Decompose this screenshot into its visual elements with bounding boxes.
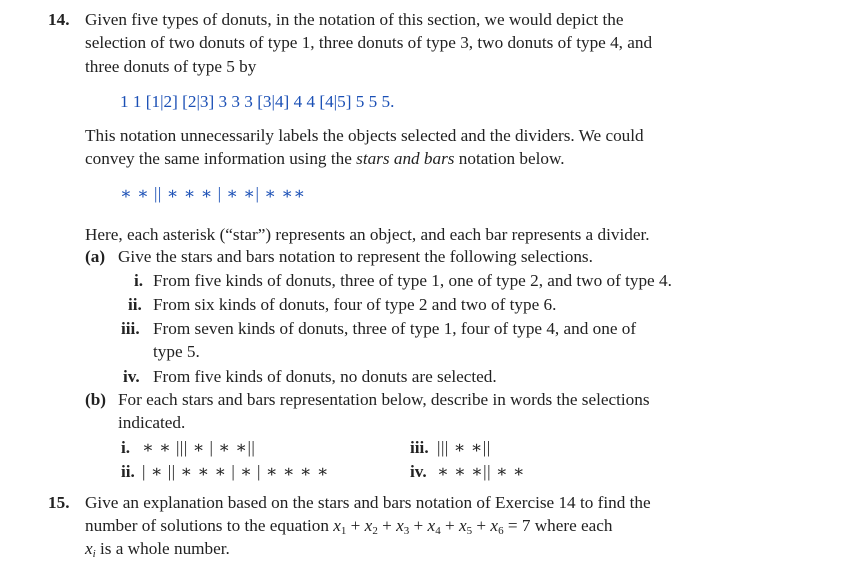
part-a-item-2-text: From six kinds of donuts, four of type 2 and two of type 6. xyxy=(153,295,557,314)
notation-below-text: notation below. xyxy=(458,149,565,168)
part-a-item-4-text: From five kinds of donuts, no donuts are selected. xyxy=(153,367,497,386)
eq-sub-2: 2 xyxy=(372,525,378,537)
ex14-intro-line-2: selection of two donuts of type 1, three donuts of type 3, two donuts of type 4, and xyxy=(85,33,653,52)
donut-notation-example: 1 1 [1|2] [2|3] 3 3 3 [3|4] 4 4 [4|5] 5 5 5. xyxy=(120,92,395,111)
eq-plus: + xyxy=(413,516,424,535)
eq-var-4: x xyxy=(427,516,436,535)
eq-sub-4: 4 xyxy=(435,525,441,537)
part-a-item-3-num: iii. xyxy=(121,319,140,338)
part-b-cont: indicated. xyxy=(118,413,186,432)
part-b-text: For each stars and bars representation below, describe in words the selections xyxy=(118,390,650,409)
eq-sub-5: 5 xyxy=(466,525,473,537)
part-b-item-3-text: ||| ∗ ∗|| xyxy=(437,438,491,457)
eq-plus: + xyxy=(382,516,392,535)
eq-sub-6: 6 xyxy=(498,525,504,537)
eq-plus: + xyxy=(350,516,361,535)
ex14-intro-line-1: Given five types of donuts, in the notation of this section, we would depict the xyxy=(85,10,624,29)
ex14-para3: Here, each asterisk (“star”) represents an object, and each bar represents a divider. xyxy=(85,225,650,244)
stars-and-bars-term: stars and bars xyxy=(356,149,455,168)
exercise-14-number: 14. xyxy=(48,10,70,29)
eq-var-5: x xyxy=(458,516,467,535)
var-sub-i: i xyxy=(92,548,96,560)
part-a-label: (a) xyxy=(85,247,106,266)
part-b-item-2-text: | ∗ || ∗ ∗ ∗ | ∗ | ∗ ∗ ∗ ∗ xyxy=(142,462,329,481)
eq-var-3: x xyxy=(396,516,404,535)
ex15-line-2-text: number of solutions to the equation xyxy=(85,516,329,535)
part-b-item-1-num: i. xyxy=(121,438,131,457)
var-x-i: x xyxy=(85,539,93,558)
ex15-line-1: Give an explanation based on the stars and bars notation of Exercise 14 to find the xyxy=(85,493,651,512)
part-a-item-3-cont: type 5. xyxy=(153,342,200,361)
ex15-line-2-end: where each xyxy=(534,516,613,535)
ex14-para2-line-1: This notation unnecessarily labels the objects selected and the dividers. We could xyxy=(85,126,644,145)
ex14-intro-line-3: three donuts of type 5 by xyxy=(85,57,257,76)
part-b-item-2-num: ii. xyxy=(121,462,135,481)
part-b-item-4-text: ∗ ∗ ∗|| ∗ ∗ xyxy=(437,462,525,481)
part-a-item-3-text: From seven kinds of donuts, three of type 1, four of type 4, and one of xyxy=(153,319,637,338)
eq-rhs: 7 xyxy=(521,516,531,535)
part-b-item-4-num: iv. xyxy=(410,462,427,481)
eq-plus: + xyxy=(444,516,455,535)
eq-equals: = xyxy=(507,516,518,535)
part-b-item-3-num: iii. xyxy=(410,438,429,457)
ex15-line-2 xyxy=(85,515,613,536)
ex15-line-3 xyxy=(85,538,230,559)
eq-sub-3: 3 xyxy=(403,525,410,537)
exercise-15-number: 15. xyxy=(48,493,70,512)
ex15-line-3-text: is a whole number. xyxy=(100,539,230,558)
ex14-para2-line-2 xyxy=(85,148,565,169)
part-a-text: Give the stars and bars notation to represent the following selections. xyxy=(118,247,593,266)
equation xyxy=(333,516,535,535)
eq-var-1: x xyxy=(333,516,341,535)
stars-bars-example: ∗ ∗ || ∗ ∗ ∗ | ∗ ∗| ∗ ∗∗ xyxy=(120,184,306,203)
part-a-item-1-num: i. xyxy=(134,271,144,290)
part-a-item-2-num: ii. xyxy=(128,295,142,314)
eq-var-6: x xyxy=(490,516,499,535)
part-b-item-1-text: ∗ ∗ ||| ∗ | ∗ ∗|| xyxy=(142,438,256,457)
part-a-item-4-num: iv. xyxy=(123,367,140,386)
eq-var-2: x xyxy=(364,516,373,535)
para2-text: convey the same information using the xyxy=(85,149,352,168)
part-b-label: (b) xyxy=(85,390,107,409)
eq-sub-1: 1 xyxy=(340,525,347,537)
part-a-item-1-text: From five kinds of donuts, three of type 1, one of type 2, and two of type 4. xyxy=(153,271,672,290)
eq-plus: + xyxy=(476,516,487,535)
